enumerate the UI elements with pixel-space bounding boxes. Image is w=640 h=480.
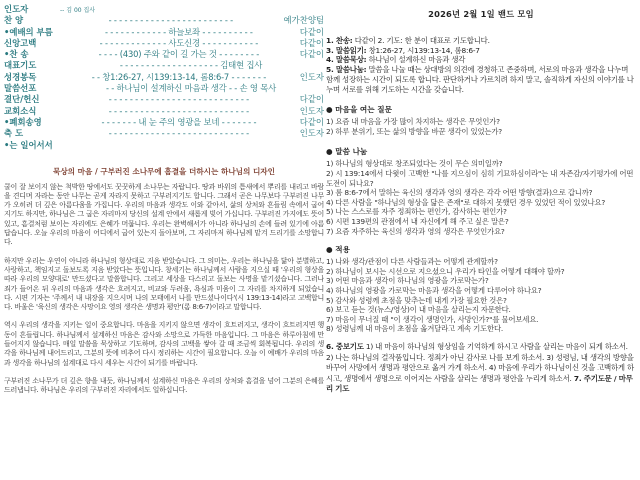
intercession-prayer (326, 342, 636, 395)
order-person: 예가찬양팀 (283, 15, 324, 26)
program-item-text: 창1:26-27, 시139:13-14, 롬8:6-7 (366, 45, 480, 55)
order-person: 다같이 (299, 49, 324, 60)
program-item (326, 65, 636, 94)
application-item: 3) 어떤 마음과 생각이 하나님의 영광을 가로막는가? (326, 276, 489, 286)
open-questions-title: ● 마음을 여는 질문 (326, 105, 392, 115)
order-row (4, 72, 324, 83)
meditation-paragraph: 하지만 우리는 우연이 아니라 하나님의 형상대로 지음 받았습니다. 그 의미는, 우리는 하나님을 닮아 분별하고, 사랑하고, 책임지고 돌보도록 지음 받았다는 뜻입니다. 창세기는 하나님께서 사람을 지으실 때 '우리의 형상을 따라 우리의 모양대로' 만드셨다고 말씀합니다. 그리고 세상을 다스리고 돌보는 사명을 맡기셨습니다. 그러나 죄가 들어온 뒤 우리의 마음과 생각은 흐려지고, 비교와 두려움, 욕심과 미움이 그 자리를 차지하게 되었습니다. 시편 기자는 '주께서 내 내장을 지으시며 나의 모태에서 나를 만드셨나이다'(시 139:13-14)라고 고백합니다. 바울은 '육신의 생각은 사망이요 영의 생각은 생명과 평안'(롬 8:6-7)이라고 말합니다. (4, 256, 324, 312)
order-leader-name: -- 김 00 집사 (60, 7, 96, 14)
question-item: 6) 시편 139편의 관점에서 내 자신에게 해 주고 싶은 말은? (326, 216, 509, 226)
order-item: - - 창1:26-27, 시139:13-14, 롬8:6-7 - - - - - - - (91, 71, 267, 82)
program-item (326, 36, 636, 46)
program-item-label: 4. 말씀묵상: (326, 55, 367, 65)
question-item: 4) 다른 사람을 "하나님의 형상을 닮은 존재"로 대하지 못했던 경우 있었던 적이 있었나요? (326, 197, 606, 207)
meditation-title: 묵상의 마음 / 구부러진 소나무에 흠결을 더하시는 하나님의 디자인 (53, 166, 275, 176)
right-column (326, 4, 636, 480)
meditation-paragraph: 역시 우리의 생각을 지키는 일이 중요합니다. 마음을 지키지 않으면 생각이 흐트러지고, 생각이 흐트러지면 행동이 흔들립니다. 하나님께서 설계하신 마음은 감사와 소망으로 가득한 마음입니다. 그 마음은 하루아침에 만들어지지 않습니다. 매일 말씀을 묵상하고 기도하며, 감사의 고백을 쌓아 갈 때 조금씩 회복됩니다. 우리의 생각을 하나님께 내어드리고, 그분의 뜻에 비추어 다시 정리하는 시간이 필요합니다. 오늘 이 예배가 우리의 마음과 생각을 하나님의 설계대로 다시 세우는 시간이 되기를 바랍니다. (4, 321, 324, 367)
order-person: 인도자 (299, 128, 324, 139)
program-item-text: 말씀을 나눌 때는 상대방의 의견에 경청하고 존중하며, 서로의 마음과 생각을 나누며 함께 성장하는 시간이 되도록 합니다. 판단하거나 가르치려 하지 말고, 솔직하게 자신의 이야기를 나누며 서로를 위해 기도하는 시간을 갖습니다. (326, 65, 634, 94)
question-item: 2) 시 139:14에서 다윗이 고백한 "나를 지으심이 심히 기묘하심이라"는 내 자존감/자기평가에 어떤 도전이 되나요? (326, 169, 634, 188)
program-item (326, 46, 636, 56)
closing-label: 7. 주기도문 / 마무리 기도 (326, 373, 633, 394)
program-item-text: 다같이 2. 기도: 한 분이 대표로 기도합니다. (352, 36, 490, 45)
order-row (4, 15, 324, 26)
sharing-title: ● 말씀 나눔 (326, 147, 368, 157)
meditation-paragraph: 구부러진 소나무가 더 깊은 향을 내듯, 하나님께서 설계하신 마음은 우리의 상처와 흠결을 넘어 그분의 은혜를 드러냅니다. 하나님은 우리의 구부러진 자리에서도 일하십니다. (4, 376, 324, 395)
question-item: 1) 요즘 내 마음을 가장 많이 차지하는 생각은 무엇인가? (326, 117, 500, 127)
order-item: - - - - - - - - - - - - - - - - - - - - - - - - - - - (108, 94, 249, 105)
band-meeting-header: 2026년 2월 1일 밴드 모임 (428, 9, 534, 19)
intercession-label: 6. 중보기도 (326, 341, 364, 351)
question-item: 1) 하나님의 형상대로 창조되었다는 것이 무슨 의미일까? (326, 159, 503, 169)
order-label: 인도자 (4, 4, 29, 14)
order-label: 대표기도 (4, 60, 37, 71)
left-column (4, 4, 324, 480)
order-item: - - 하나님이 설계하신 마음과 생각 - - 손 영 목사 (105, 83, 277, 94)
order-row (4, 117, 324, 128)
order-label: •예배의 부름 (4, 26, 53, 37)
order-person: 다같이 (299, 26, 324, 37)
order-label: 찬 양 (4, 15, 24, 26)
program-item-label: 5. 말씀나눔: (326, 65, 367, 75)
order-person: 다같이 (299, 94, 324, 105)
order-row (4, 94, 324, 105)
order-person: 다같이 (299, 37, 324, 48)
order-row (4, 4, 324, 15)
order-row (4, 128, 324, 139)
program-item-label: 1. 찬송: (326, 36, 353, 45)
application-item: 8) 성령님께 내 마음이 초점을 옮겨달라고 계속 기도한다. (326, 324, 504, 334)
order-item: - - - - - - - - - - - - - 사도신경 - - - - - - - - - - - (99, 37, 259, 48)
order-label: 말씀선포 (4, 83, 37, 94)
order-item: - - - - - - - 내 눈 주의 영광을 보네 - - - - - - - (101, 116, 257, 127)
question-item: 5) 나는 스스로를 자주 정죄하는 편인가, 감사하는 편인가? (326, 207, 507, 217)
order-row (4, 27, 324, 38)
order-person: 인도자 (299, 71, 324, 82)
order-person: 다같이 (299, 116, 324, 127)
order-label: 축 도 (4, 128, 24, 139)
application-item: 6) 보고 듣는 것(뉴스/영상)이 내 마음을 살리는지 자문한다. (326, 305, 511, 315)
order-label: 교회소식 (4, 105, 37, 116)
order-label: •폐회송영 (4, 116, 42, 127)
application-item: 2) 하나님이 보시는 시선으로 지으셨으니 우리가 타인을 어떻게 대해야 할까? (326, 266, 565, 276)
application-item: 7) 마음이 무너질 때 "이 생각이 생명인가, 사망인가?"를 물어보세요. (326, 314, 539, 324)
order-row (4, 106, 324, 117)
program-item-label: 3. 말씀읽기: (326, 45, 367, 55)
meditation-paragraph: 쿨이 잘 보이지 않는 척박한 땅에서도 꿋꿋하게 소나무는 자랍니다. 땅과 바위의 틈새에서 뿌리를 내리고 바람을 견디며 자라는 동안 나무는 곧게 자라지 못하고 구부러지기도 합니다. 그래서 곧은 나무보다 구부러진 나무가 오히려 더 깊은 아름다움을 가집니다. 우리의 마음과 생각도 이와 같아서, 삶의 상처와 흔들림 속에서 굽어지기도 하지만, 하나님은 그 굽은 자리마저 당신의 설계 안에서 새롭게 빚어 가십니다. 구부러진 가지에도 뜻이 있고, 흠결처럼 보이는 자리에도 은혜가 머뭅니다. 우리는 완벽해서가 아니라 하나님의 손에 들려 있기에 아름답습니다. 오늘 우리의 마음이 어디에서 굽어 있는지 돌아보며, 그 자리마저 하나님께 맡겨 드리기를 소망합니다. (4, 182, 324, 247)
order-row (4, 83, 324, 94)
program-item (326, 55, 636, 65)
question-item: 7) 요즘 자주하는 육신의 생각과 영의 생각은 무엇인가요? (326, 226, 505, 236)
question-item: 2) 하루 분위기, 또는 삶의 방향을 바꾼 생각이 있었는가? (326, 126, 502, 136)
order-item: - - - - (430) 주와 같이 길 가는 것 - - - - - - - - (98, 49, 260, 60)
application-item: 1) 나와 생각/관점이 다른 사람들과는 어떻게 관계할까? (326, 257, 498, 267)
question-item: 3) 롬 8:6-7에서 말하는 육신의 생각과 영의 생각은 각각 어떤 방향(결과)으로 갑니까? (326, 188, 593, 198)
standing-note: •는 일어서서 (4, 139, 53, 150)
application-item: 4) 하나님의 영광을 가로막는 마음과 생각을 어떻게 다루어야 하나요? (326, 285, 542, 295)
order-label: 성경봉독 (4, 71, 37, 82)
order-label: •찬 송 (4, 49, 29, 60)
order-row (4, 49, 324, 60)
application-item: 5) 감사와 성령께 초점을 맞추는데 내게 가장 필요한 것은? (326, 295, 507, 305)
order-item: - - - - - - - - - - - - - - - - - - - 김태현 집사 (119, 60, 263, 71)
order-label: 결단/헌신 (4, 94, 40, 105)
order-label: 신앙고백 (4, 37, 37, 48)
worship-order (4, 4, 324, 151)
program-item-text: 하나님이 설계하신 마음과 생각 (366, 55, 466, 65)
order-item: - - - - - - - - - - - - 하늘보좌 - - - - - - - - - - (104, 26, 253, 37)
order-row (4, 38, 324, 49)
order-item: - - - - - - - - - - - - - - - - - - - - - - - - - - - (108, 105, 249, 116)
order-person: 인도자 (299, 105, 324, 116)
order-item: - - - - - - - - - - - - - - - - - - - - - - - - - - - (108, 128, 249, 139)
application-title: ● 적용 (326, 245, 350, 255)
order-item: - - - - - - - - - - - - - - - - - - - - - - - - (108, 15, 233, 26)
intercession-text: 1) 내 마음이 하나님의 형상임을 기억하게 하시고 사람을 살리는 마음이 되게 하소서. 2) 나는 하나님의 걸작품입니다. 정죄가 아닌 감사로 나를 보게 하소서. 3) 성령님, 내 생각의 방향을 바꾸어 사망에서 생명과 평안으로 옮겨 가게 하소서. 4) 마음에 우리가 하나님이신 것을 고백하게 하시고, 생명에서 생명으로 이어지는 사람을 살리는 생명과 평안을 누리게 하소서. (326, 341, 634, 383)
order-row (4, 60, 324, 71)
